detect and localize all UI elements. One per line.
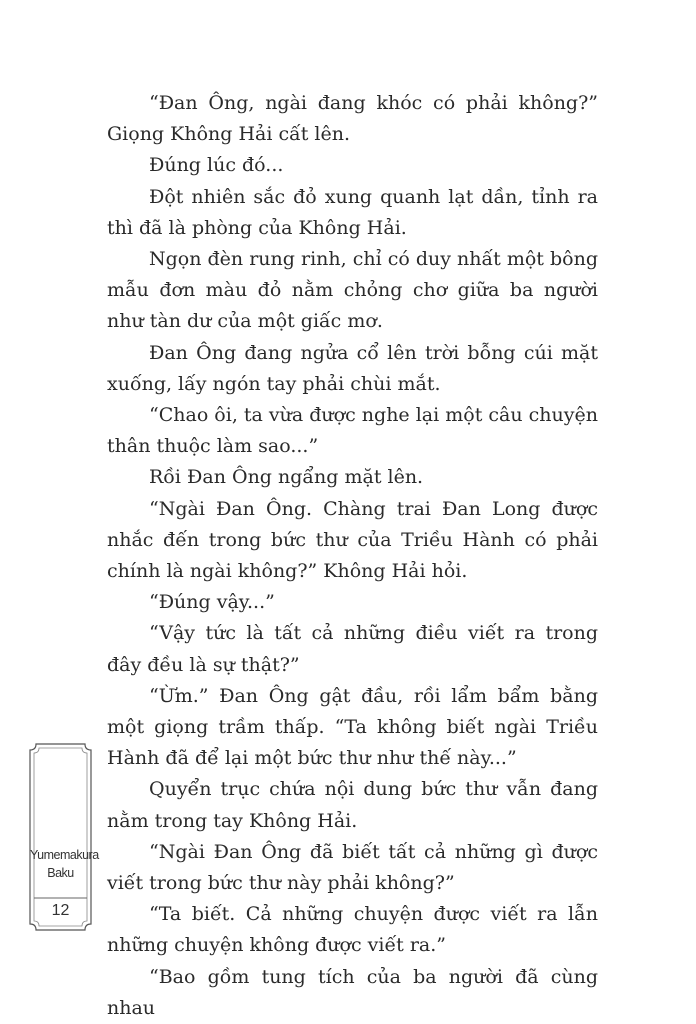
paragraph: Rồi Đan Ông ngẩng mặt lên. bbox=[149, 466, 424, 489]
paragraph: “Ừm.” Đan Ông gật đầu, rồi lẩm bẩm bằng một giọng trầm thấp. “Ta không biết ngài Triều Hành đã để lại một bức thư như thế này...” bbox=[107, 684, 598, 770]
author-name bbox=[30, 846, 99, 882]
paragraph: “Ngài Đan Ông đã biết tất cả những gì được viết trong bức thư này phải không?” bbox=[107, 840, 598, 895]
paragraph: Quyển trục chứa nội dung bức thư vẫn đang nằm trong tay Không Hải. bbox=[107, 778, 598, 832]
paragraph: “Vậy tức là tất cả những điều viết ra trong đây đều là sự thật?” bbox=[107, 622, 598, 676]
paragraph: “Đúng vậy...” bbox=[149, 591, 275, 614]
paragraph: Đan Ông đang ngửa cổ lên trời bỗng cúi mặt xuống, lấy ngón tay phải chùi mắt. bbox=[107, 341, 598, 395]
author-line: Yumemakura bbox=[30, 848, 99, 862]
paragraph: “Đan Ông, ngài đang khóc có phải không?” Giọng Không Hải cất lên. bbox=[107, 92, 598, 146]
paragraph: Đúng lúc đó... bbox=[149, 154, 284, 177]
paragraph: “Ngài Đan Ông. Chàng trai Đan Long được nhắc đến trong bức thư của Triều Hành có phải chính là ngài không?” Không Hải hỏi. bbox=[107, 497, 598, 583]
paragraph: “Bao gồm tung tích của ba người đã cùng nhau bbox=[107, 965, 598, 1019]
page-number: 12 bbox=[51, 902, 70, 919]
paragraph: Đột nhiên sắc đỏ xung quanh lạt dần, tỉnh ra thì đã là phòng của Không Hải. bbox=[107, 185, 598, 239]
paragraph: “Ta biết. Cả những chuyện được viết ra lẫn những chuyện không được viết ra.” bbox=[107, 903, 598, 957]
side-tab bbox=[28, 742, 99, 932]
paragraph: Ngọn đèn rung rinh, chỉ có duy nhất một bông mẫu đơn màu đỏ nằm chỏng chơ giữa ba người như tàn dư của một giấc mơ. bbox=[107, 248, 598, 333]
author-line: Baku bbox=[47, 866, 74, 880]
body-text bbox=[107, 88, 598, 1024]
paragraph: “Chao ôi, ta vừa được nghe lại một câu chuyện thân thuộc làm sao...” bbox=[107, 404, 598, 458]
